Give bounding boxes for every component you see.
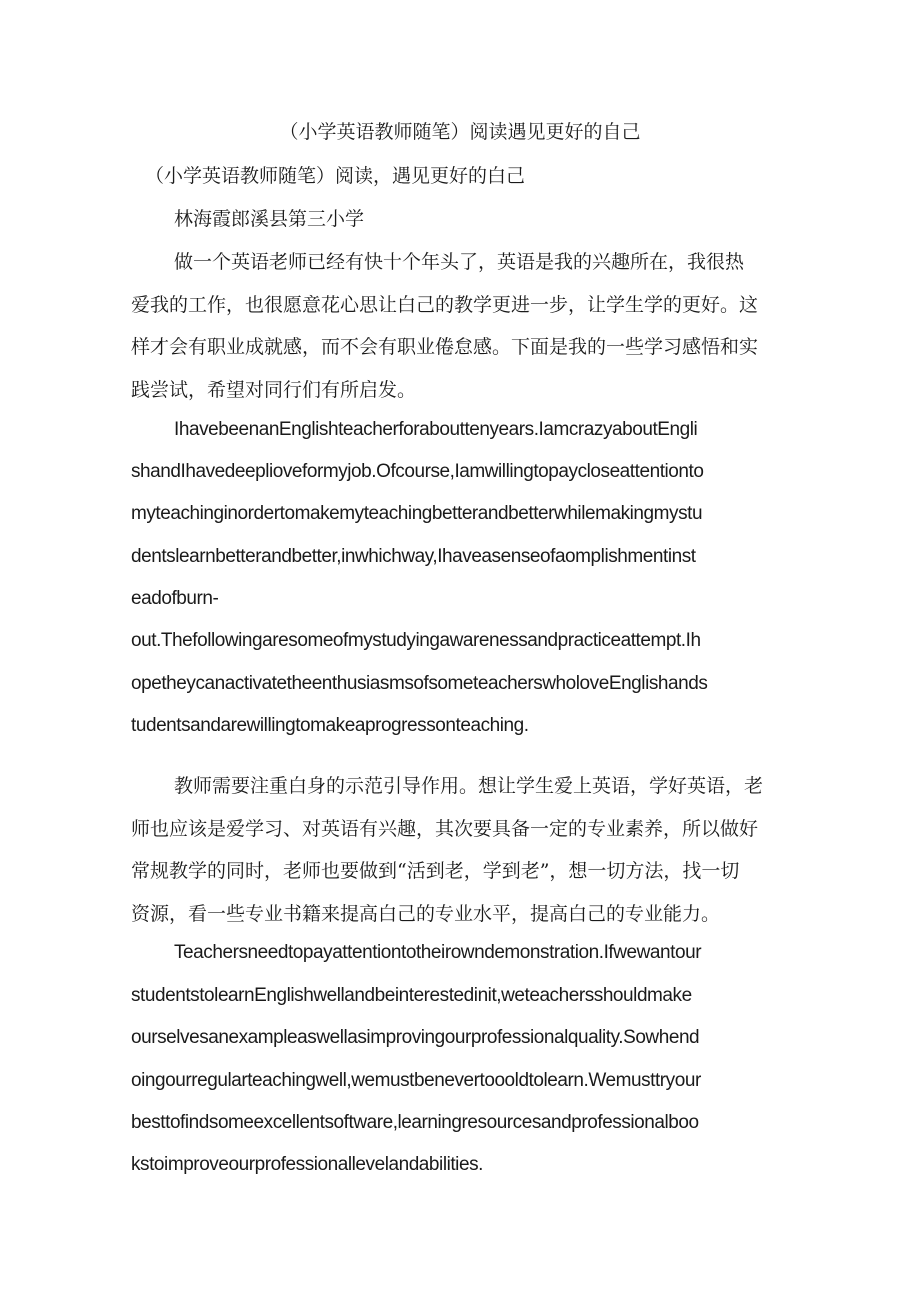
text-line: eadofburn-: [131, 588, 219, 609]
text-line: 教师需要注重白身的示范引导作用。想让学生爱上英语，学好英语，老: [174, 775, 764, 797]
text-line: 爱我的工作，也很愿意花心思让白己的教学更进一步，让学生学的更好。这: [131, 294, 759, 316]
text-line: kstoimproveourprofessionallevelandabilities.: [131, 1154, 483, 1175]
text-line: dentslearnbetterandbetter,inwhichway,Ihaveasenseofaomplishmentinst: [131, 546, 696, 567]
text-line: 常规教学的同时，老师也要做到“活到老，学到老”，想一切方法，找一切: [131, 860, 740, 882]
text-line: ourselvesanexampleaswellasimprovingourprofessionalquality.Sowhend: [131, 1027, 700, 1048]
author-line: 林海霞郎溪县第三小学: [174, 208, 365, 230]
text-line: 样才会有职业成就感，而不会有职业倦怠感。下面是我的一些学习感悟和实: [131, 336, 759, 358]
text-line: out.Thefollowingaresomeofmystudyingawarenessandpracticeattempt.Ih: [131, 630, 701, 651]
text-line: 践尝试，希望对同行们有所启发。: [131, 379, 417, 401]
text-line: 资源，看一些专业书籍来提高白己的专业水平，提高白己的专业能力。: [131, 903, 721, 925]
text-line: Teachersneedtopayattentiontotheirowndemonstration.Ifwewantour: [174, 942, 702, 963]
text-line: studentstolearnEnglishwellandbeinterestedinit,weteachersshouldmake: [131, 985, 692, 1006]
text-line: 师也应该是爱学习、对英语有兴趣，其次要具备一定的专业素养，所以做好: [131, 818, 759, 840]
text-line: 做一个英语老师已经有快十个年头了，英语是我的兴趣所在，我很热: [174, 251, 745, 273]
text-line: besttofindsomeexcellentsoftware,learningresourcesandprofessionalboo: [131, 1112, 699, 1133]
text-line: tudentsandarewillingtomakeaprogressonteaching.: [131, 715, 529, 736]
text-line: oingourregularteachingwell,wemustbenevertoooldtolearn.Wemusttryour: [131, 1070, 701, 1091]
text-line: shandIhavedeeplioveformyjob.Ofcourse,Iamwillingtopaycloseattentionto: [131, 461, 704, 482]
document-title: （小学英语教师随笔）阅读遇见更好的自己: [279, 121, 641, 143]
document-subtitle: （小学英语教师随笔）阅读，遇见更好的白己: [145, 165, 526, 187]
text-line: myteachinginordertomakemyteachingbetterandbetterwhilemakingmystu: [131, 503, 703, 524]
text-line: opetheycanactivatetheenthusiasmsofsometeacherswholoveEnglishands: [131, 673, 708, 694]
text-line: IhavebeenanEnglishteacherforabouttenyears.IamcrazyaboutEngli: [174, 419, 698, 440]
